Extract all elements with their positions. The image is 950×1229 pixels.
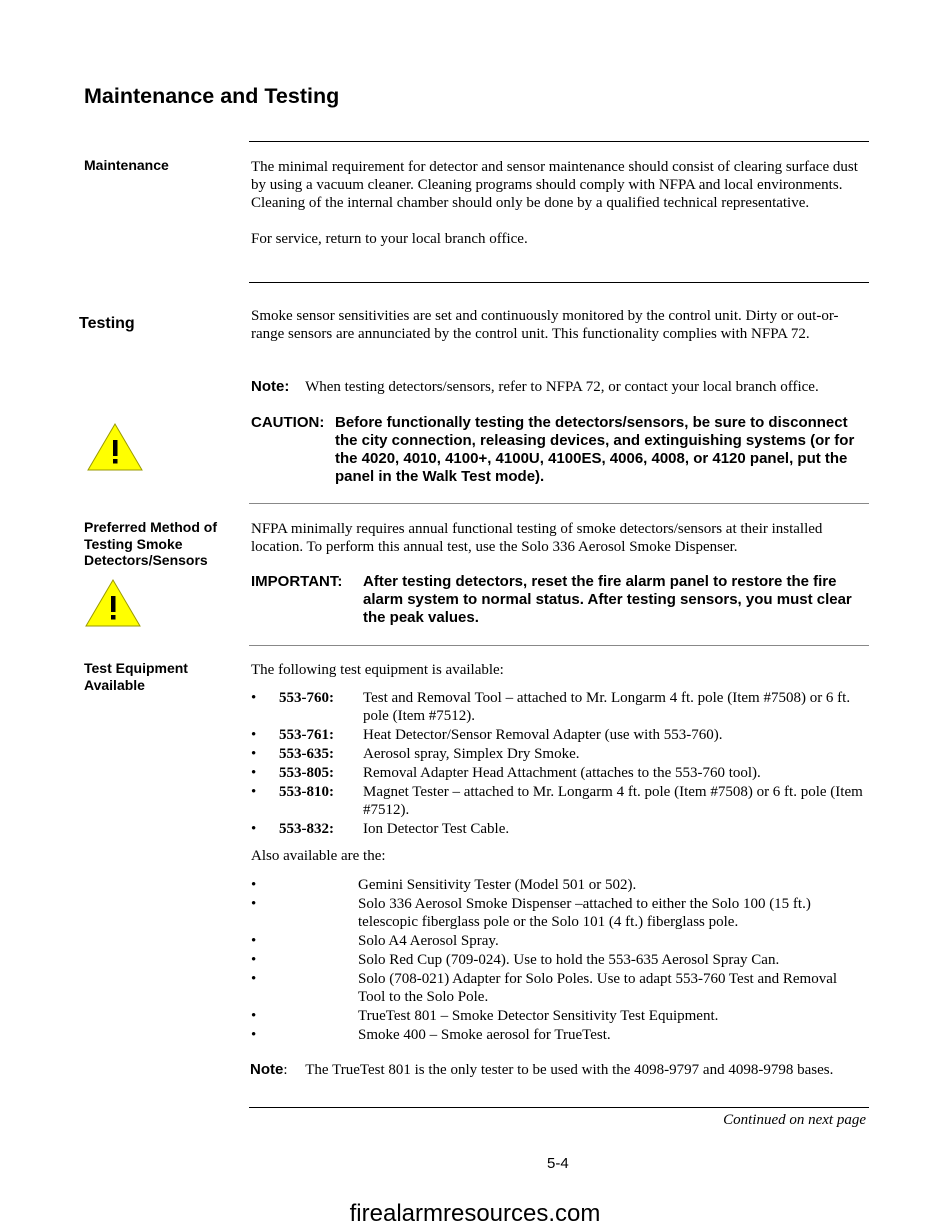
part-number: 553-805: <box>279 765 334 781</box>
list-item <box>251 783 866 819</box>
testing-heading: Testing <box>79 315 135 332</box>
maintenance-heading: Maintenance <box>84 157 169 173</box>
testing-paragraph: Smoke sensor sensitivities are set and continuously monitored by the control unit. Dirty or out-or-range sensors are annunciated by the control unit. This functionality complies with NFPA 72. <box>251 308 839 342</box>
page-title: Maintenance and Testing <box>84 84 340 108</box>
maintenance-paragraph: The minimal requirement for detector and sensor maintenance should consist of clearing surface dust by using a vacuum cleaner. Cleaning programs should comply with NFPA and local environments. Cleaning of the internal chamber should only be done by a qualified technical representative. <box>251 159 858 211</box>
list-item <box>251 820 866 838</box>
equipment-description: Solo Red Cup (709-024). Use to hold the 553-635 Aerosol Spray Can. <box>358 952 780 968</box>
caution-label: CAUTION: <box>251 414 325 431</box>
part-description: Removal Adapter Head Attachment (attaches to the 553-760 tool). <box>363 765 761 781</box>
section-rule <box>249 645 869 646</box>
list-item <box>251 745 866 763</box>
preferred-method-heading: Preferred Method of Testing Smoke Detectors/Sensors <box>84 519 218 568</box>
list-item <box>251 1007 866 1025</box>
testing-note <box>251 378 866 396</box>
bullet-mark: • <box>251 690 257 706</box>
equipment-description: Smoke 400 – Smoke aerosol for TrueTest. <box>358 1027 611 1043</box>
also-available-intro: Also available are the: <box>251 848 386 864</box>
list-item <box>251 970 866 1006</box>
preferred-method-paragraph: NFPA minimally requires annual functional testing of smoke detectors/sensors at their installed location. To perform this annual test, use the Solo 336 Aerosol Smoke Dispenser. <box>251 521 823 555</box>
note-text: The TrueTest 801 is the only tester to be used with the 4098-9797 and 4098-9798 bases. <box>305 1062 834 1078</box>
warning-triangle-icon <box>86 422 144 472</box>
bullet-mark: • <box>251 821 257 837</box>
section-rule <box>249 282 869 283</box>
bullet-mark: • <box>251 952 257 968</box>
bullet-mark: • <box>251 746 257 762</box>
part-number: 553-635: <box>279 746 334 762</box>
important-text: After testing detectors, reset the fire alarm panel to restore the fire alarm system to normal status. After testing sensors, you must clear the peak values. <box>363 573 852 626</box>
bullet-mark: • <box>251 1027 257 1043</box>
list-item <box>251 951 866 969</box>
part-description: Test and Removal Tool – attached to Mr. Longarm 4 ft. pole (Item #7508) or 6 ft. pole (Item #7512). <box>363 690 851 724</box>
equipment-description: Solo 336 Aerosol Smoke Dispenser –attached to either the Solo 100 (15 ft.) telescopic fiberglass pole or the Solo 101 (4 ft.) fiberglass pole. <box>358 896 811 930</box>
page-number: 5-4 <box>547 1155 569 1172</box>
part-number: 553-832: <box>279 821 334 837</box>
note-label: Note <box>250 1061 284 1078</box>
caution-text: Before functionally testing the detectors/sensors, be sure to disconnect the city connection, releasing devices, and extinguishing systems (or for the 4020, 4010, 4100+, 4100U, 4100ES, 4006, 4008, or 4120 panel, put the panel in the Walk Test mode). <box>335 414 855 485</box>
list-item <box>251 895 866 931</box>
bullet-mark: • <box>251 971 257 987</box>
list-item <box>251 932 866 950</box>
footer-site: firealarmresources.com <box>349 1200 601 1227</box>
note-text: When testing detectors/sensors, refer to NFPA 72, or contact your local branch office. <box>305 379 819 395</box>
list-item <box>251 726 866 744</box>
equipment-description: Gemini Sensitivity Tester (Model 501 or 502). <box>358 877 637 893</box>
part-description: Aerosol spray, Simplex Dry Smoke. <box>363 746 580 762</box>
bullet-mark: • <box>251 877 257 893</box>
bullet-mark: • <box>251 765 257 781</box>
list-item <box>251 689 866 725</box>
section-rule <box>249 1107 869 1108</box>
test-equipment-heading: Test Equipment Available <box>84 660 188 693</box>
list-item <box>251 876 866 894</box>
maintenance-service-paragraph: For service, return to your local branch office. <box>251 231 528 247</box>
bullet-mark: • <box>251 896 257 912</box>
part-description: Ion Detector Test Cable. <box>363 821 510 837</box>
equipment-description: TrueTest 801 – Smoke Detector Sensitivity Test Equipment. <box>358 1008 719 1024</box>
maintenance-body <box>251 158 866 248</box>
list-item <box>251 1026 866 1044</box>
important-label: IMPORTANT: <box>251 573 343 590</box>
preferred-method-body <box>251 520 866 556</box>
note-colon: : <box>283 1062 288 1078</box>
part-number: 553-810: <box>279 784 334 800</box>
continued-label: Continued on next page <box>723 1112 866 1128</box>
part-description: Heat Detector/Sensor Removal Adapter (use with 553-760). <box>363 727 723 743</box>
part-number: 553-761: <box>279 727 334 743</box>
bullet-mark: • <box>251 933 257 949</box>
bullet-mark: • <box>251 727 257 743</box>
part-number: 553-760: <box>279 690 334 706</box>
equipment-description: Solo (708-021) Adapter for Solo Poles. Use to adapt 553-760 Test and Removal Tool to the Solo Pole. <box>358 971 838 1005</box>
also-available-list <box>251 876 866 1045</box>
equipment-list <box>251 689 866 839</box>
truetest-note <box>250 1061 868 1079</box>
section-rule <box>249 141 869 142</box>
part-description: Magnet Tester – attached to Mr. Longarm 4 ft. pole (Item #7508) or 6 ft. pole (Item #7512). <box>363 784 863 818</box>
bullet-mark: • <box>251 784 257 800</box>
equipment-description: Solo A4 Aerosol Spray. <box>358 933 499 949</box>
warning-triangle-icon <box>84 578 142 628</box>
note-label: Note: <box>251 378 290 395</box>
list-item <box>251 764 866 782</box>
testing-body <box>251 307 866 343</box>
bullet-mark: • <box>251 1008 257 1024</box>
test-equipment-intro: The following test equipment is available: <box>251 662 504 678</box>
section-rule <box>249 503 869 504</box>
